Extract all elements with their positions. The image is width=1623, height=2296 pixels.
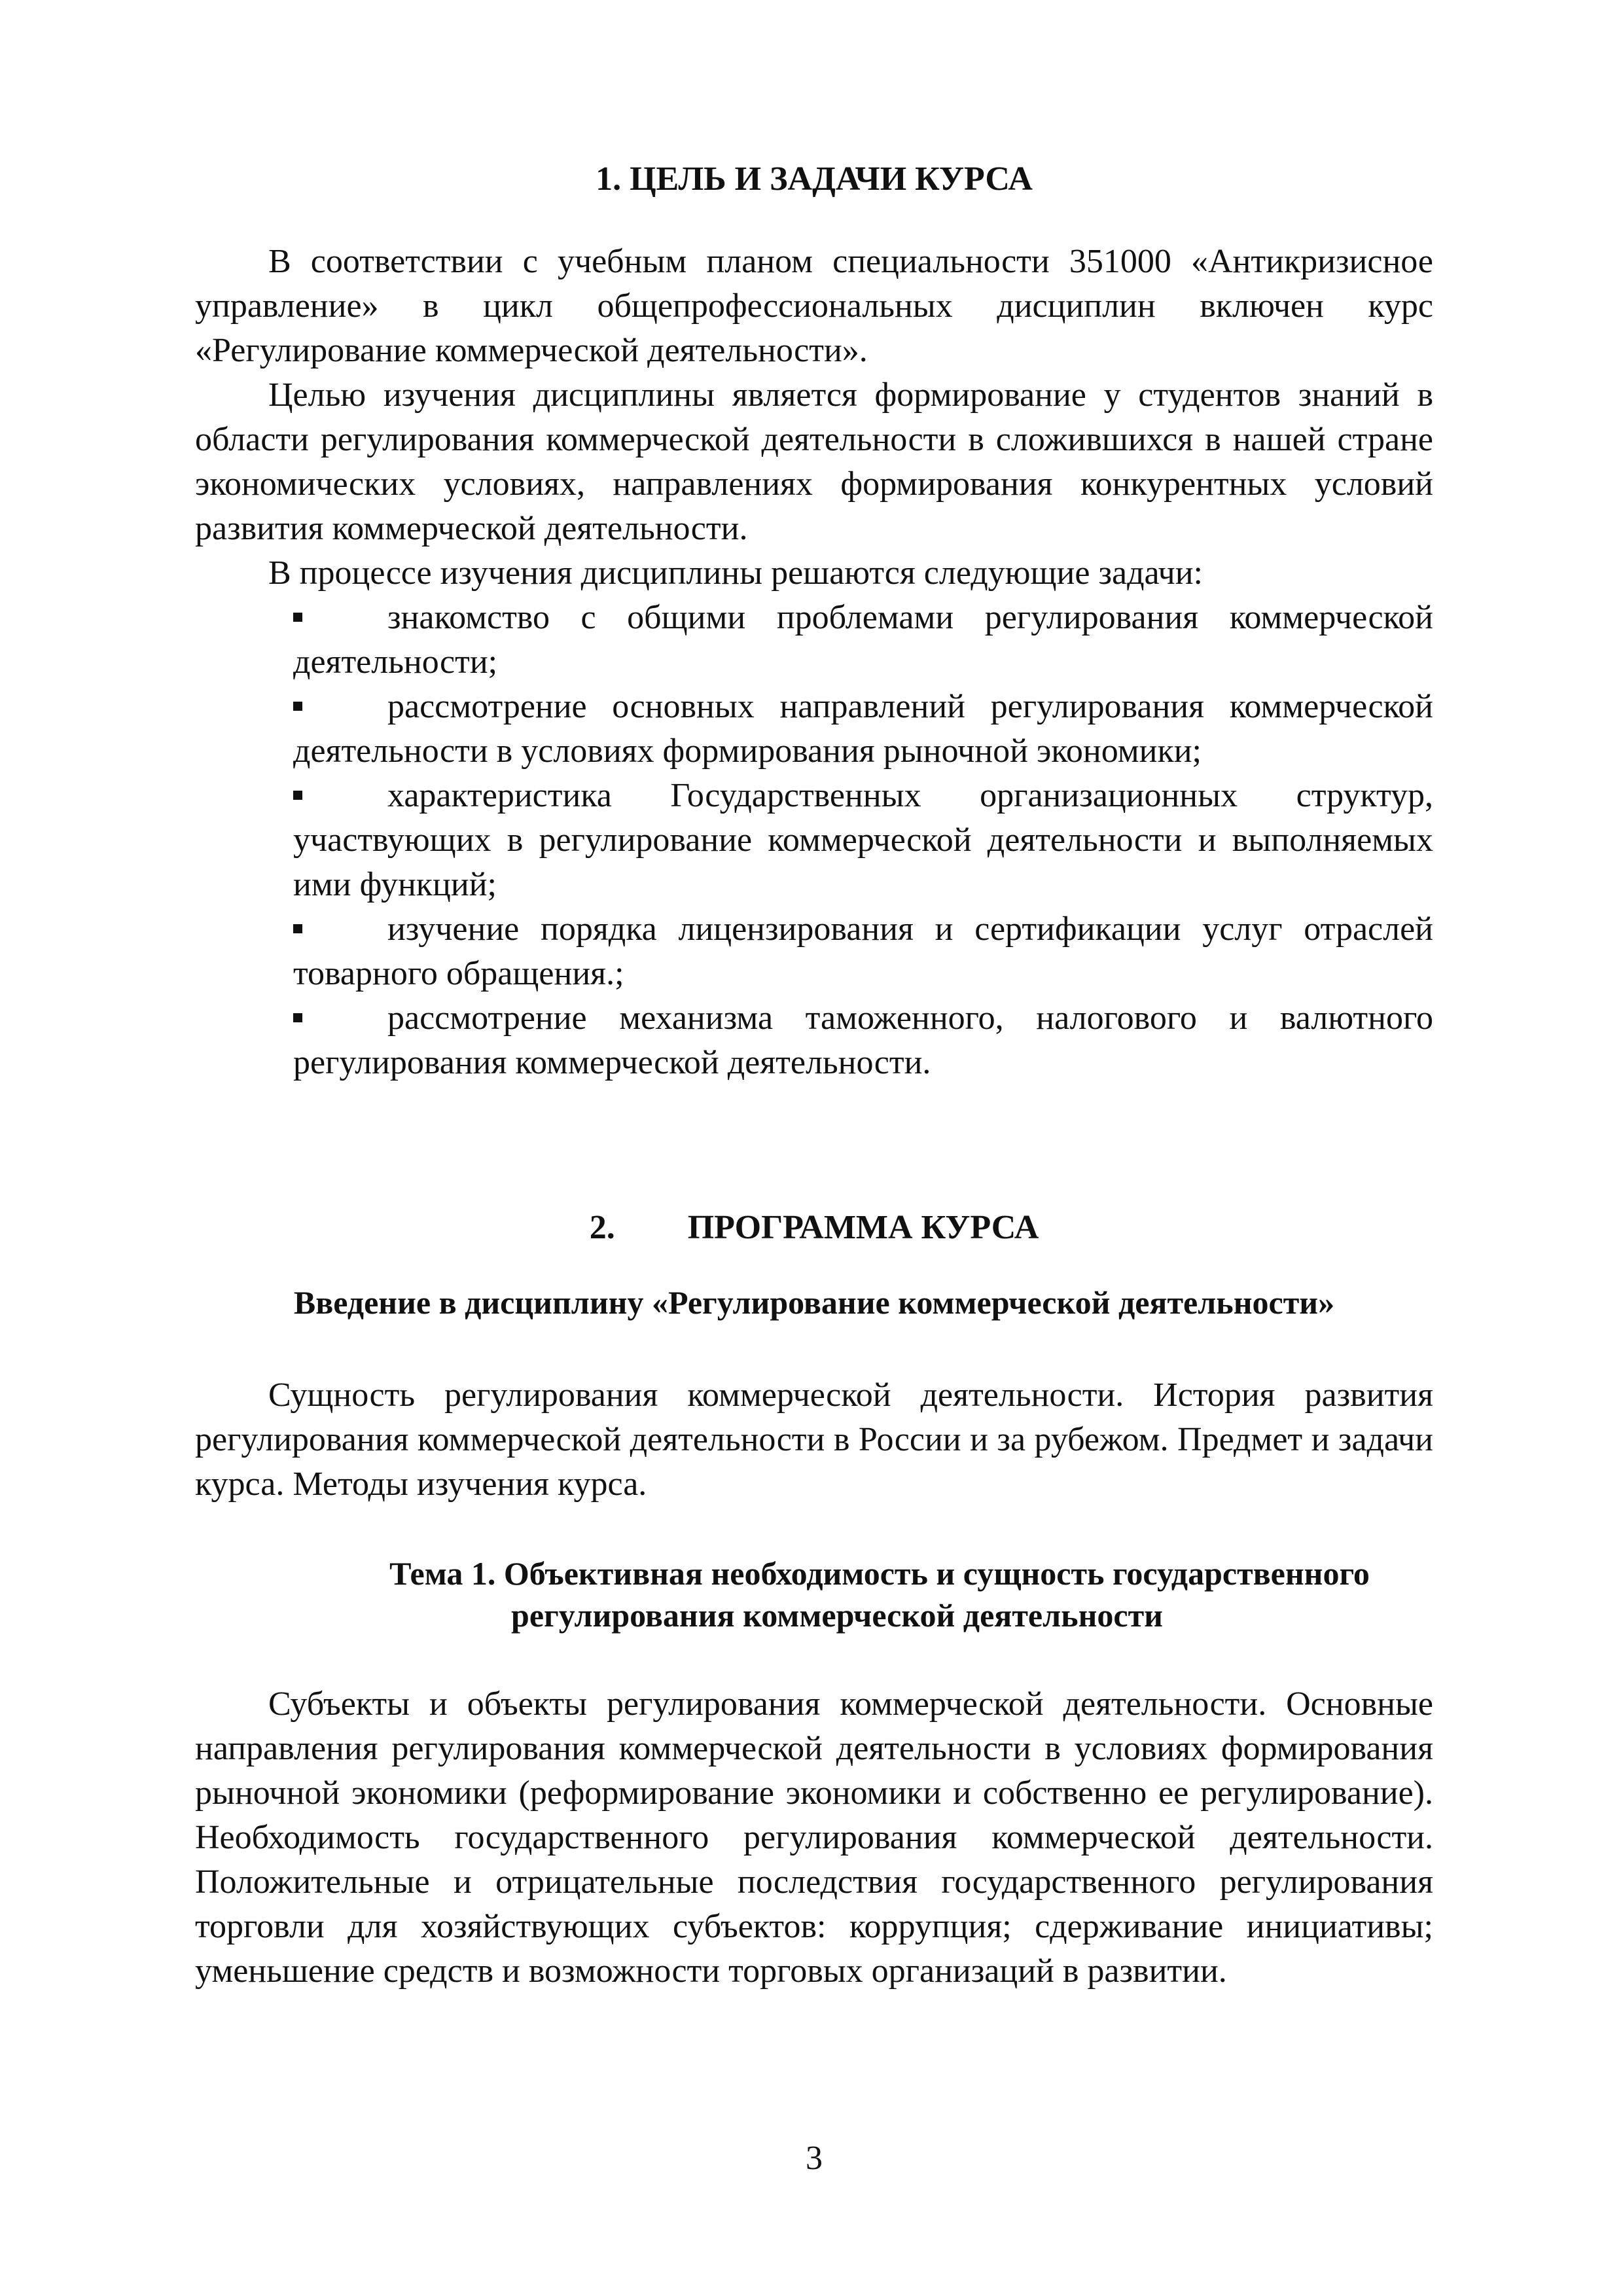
section-2-number: 2.	[589, 1209, 615, 1246]
section-1-body	[195, 240, 1433, 1085]
bullet-icon	[293, 924, 302, 933]
list-item	[293, 996, 1433, 1085]
task-text: изучение порядка лицензирования и сертификации услуг отраслей товарного обращения.;	[293, 910, 1433, 992]
introduction-paragraph: Сущность регулирования коммерческой деятельности. История развития регулирования коммерческой деятельности в России и за рубежом. Предмет и задачи курса. Методы изучения курса.	[195, 1376, 1433, 1503]
task-text: рассмотрение основных направлений регулирования коммерческой деятельности в условиях формирования рыночной экономики;	[293, 688, 1433, 770]
task-text: характеристика Государственных организационных структур, участвующих в регулирование коммерческой деятельности и выполняемых ими функций;	[293, 777, 1433, 903]
bullet-icon	[293, 1013, 302, 1022]
section-2-title	[195, 1208, 1433, 1247]
topic-1-title-line-2: регулирования коммерческой деятельности	[511, 1597, 1163, 1634]
introduction-title: Введение в дисциплину «Регулирование коммерческой деятельности»	[293, 1284, 1335, 1321]
paragraph-goal: Целью изучения дисциплины является формирование у студентов знаний в области регулирования коммерческой деятельности в сложившихся в нашей стране экономических условиях, направлениях формирования конкурентных условий развития коммерческой деятельности.	[195, 376, 1433, 547]
topic-1-title-line-1: Тема 1. Объективная необходимость и сущность государственного	[389, 1555, 1370, 1592]
list-item	[293, 596, 1433, 685]
introduction-body	[195, 1373, 1433, 1507]
section-1-title: 1. ЦЕЛЬ И ЗАДАЧИ КУРСА	[596, 160, 1033, 198]
task-text: рассмотрение механизма таможенного, налогового и валютного регулирования коммерческой деятельности.	[293, 999, 1433, 1081]
list-item	[293, 907, 1433, 996]
section-2-title-text: ПРОГРАММА КУРСА	[687, 1209, 1039, 1246]
bullet-icon	[293, 613, 302, 622]
page-number: 3	[806, 2140, 823, 2177]
topic-1-body	[195, 1682, 1433, 1994]
topic-1-title	[195, 1552, 1433, 1636]
tasks-list	[195, 596, 1433, 1085]
topic-1-paragraph: Субъекты и объекты регулирования коммерческой деятельности. Основные направления регулирования коммерческой деятельности в условиях формирования рыночной экономики (реформирование экономики и собственно ее регулирование). Необходимость государственного регулирования коммерческой деятельности. Положительные и отрицательные последствия государственного регулирования торговли для хозяйствующих субъектов: коррупция; сдерживание инициативы; уменьшение средств и возможности торговых организаций в развитии.	[195, 1685, 1433, 1990]
bullet-icon	[293, 702, 302, 711]
list-item	[293, 774, 1433, 907]
task-text: знакомство с общими проблемами регулирования коммерческой деятельности;	[293, 599, 1433, 681]
paragraph-tasks-intro: В процессе изучения дисциплины решаются следующие задачи:	[268, 554, 1203, 592]
paragraph-curriculum: В соответствии с учебным планом специальности 351000 «Антикризисное управление» в цикл общепрофессиональных дисциплин включен курс «Регулирование коммерческой деятельности».	[195, 243, 1433, 369]
bullet-icon	[293, 791, 302, 800]
list-item	[293, 685, 1433, 774]
